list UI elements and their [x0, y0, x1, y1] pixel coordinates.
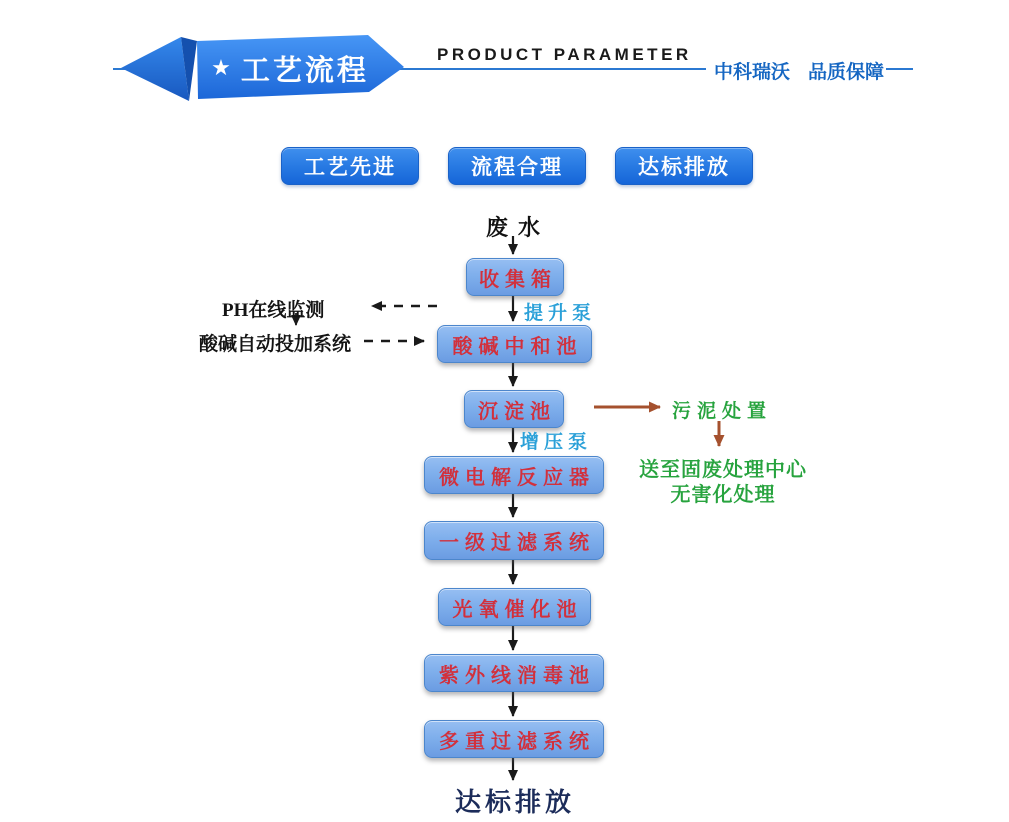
flow-step-sedimentation-tank: 沉淀池 [464, 390, 564, 428]
sludge-note-line2: 无害化处理 [670, 484, 776, 506]
pump-label-booster: 增压泵 [520, 432, 593, 453]
acid-base-dosing-label: 酸碱自动投加系统 [199, 334, 352, 355]
banner-title [200, 47, 380, 89]
flow-step-photo-oxidation-pool: 光氧催化池 [438, 588, 591, 626]
banner-title-label: 工艺流程 [240, 54, 369, 87]
brand-row [714, 57, 884, 84]
badge-standard-discharge[interactable]: 达标排放 [615, 147, 753, 185]
brand-tagline: 品质保障 [808, 62, 885, 83]
flow-step-neutralization-pool: 酸碱中和池 [437, 325, 592, 363]
flow-source-wastewater: 废水 [485, 215, 550, 240]
section-title: PRODUCT PARAMETER [437, 45, 692, 64]
sludge-note-line1: 送至固废处理中心 [639, 459, 807, 481]
flow-outcome-discharge: 达标排放 [454, 788, 575, 817]
badge-advanced-process[interactable]: 工艺先进 [281, 147, 419, 185]
flow-step-microelectrolysis-reactor: 微电解反应器 [424, 456, 604, 494]
pump-label-lift: 提升泵 [524, 303, 597, 324]
flow-step-collection-tank: 收集箱 [466, 258, 564, 296]
flow-step-uv-disinfection-pool: 紫外线消毒池 [424, 654, 604, 692]
star-icon: ★ [211, 55, 231, 80]
ph-monitoring-label: PH在线监测 [222, 300, 325, 321]
flow-step-multi-filter-system: 多重过滤系统 [424, 720, 604, 758]
sludge-disposal-label: 污泥处置 [672, 401, 773, 422]
brand-name: 中科瑞沃 [714, 62, 791, 83]
flow-step-primary-filter-system: 一级过滤系统 [424, 521, 604, 560]
badge-reasonable-flow[interactable]: 流程合理 [448, 147, 586, 185]
